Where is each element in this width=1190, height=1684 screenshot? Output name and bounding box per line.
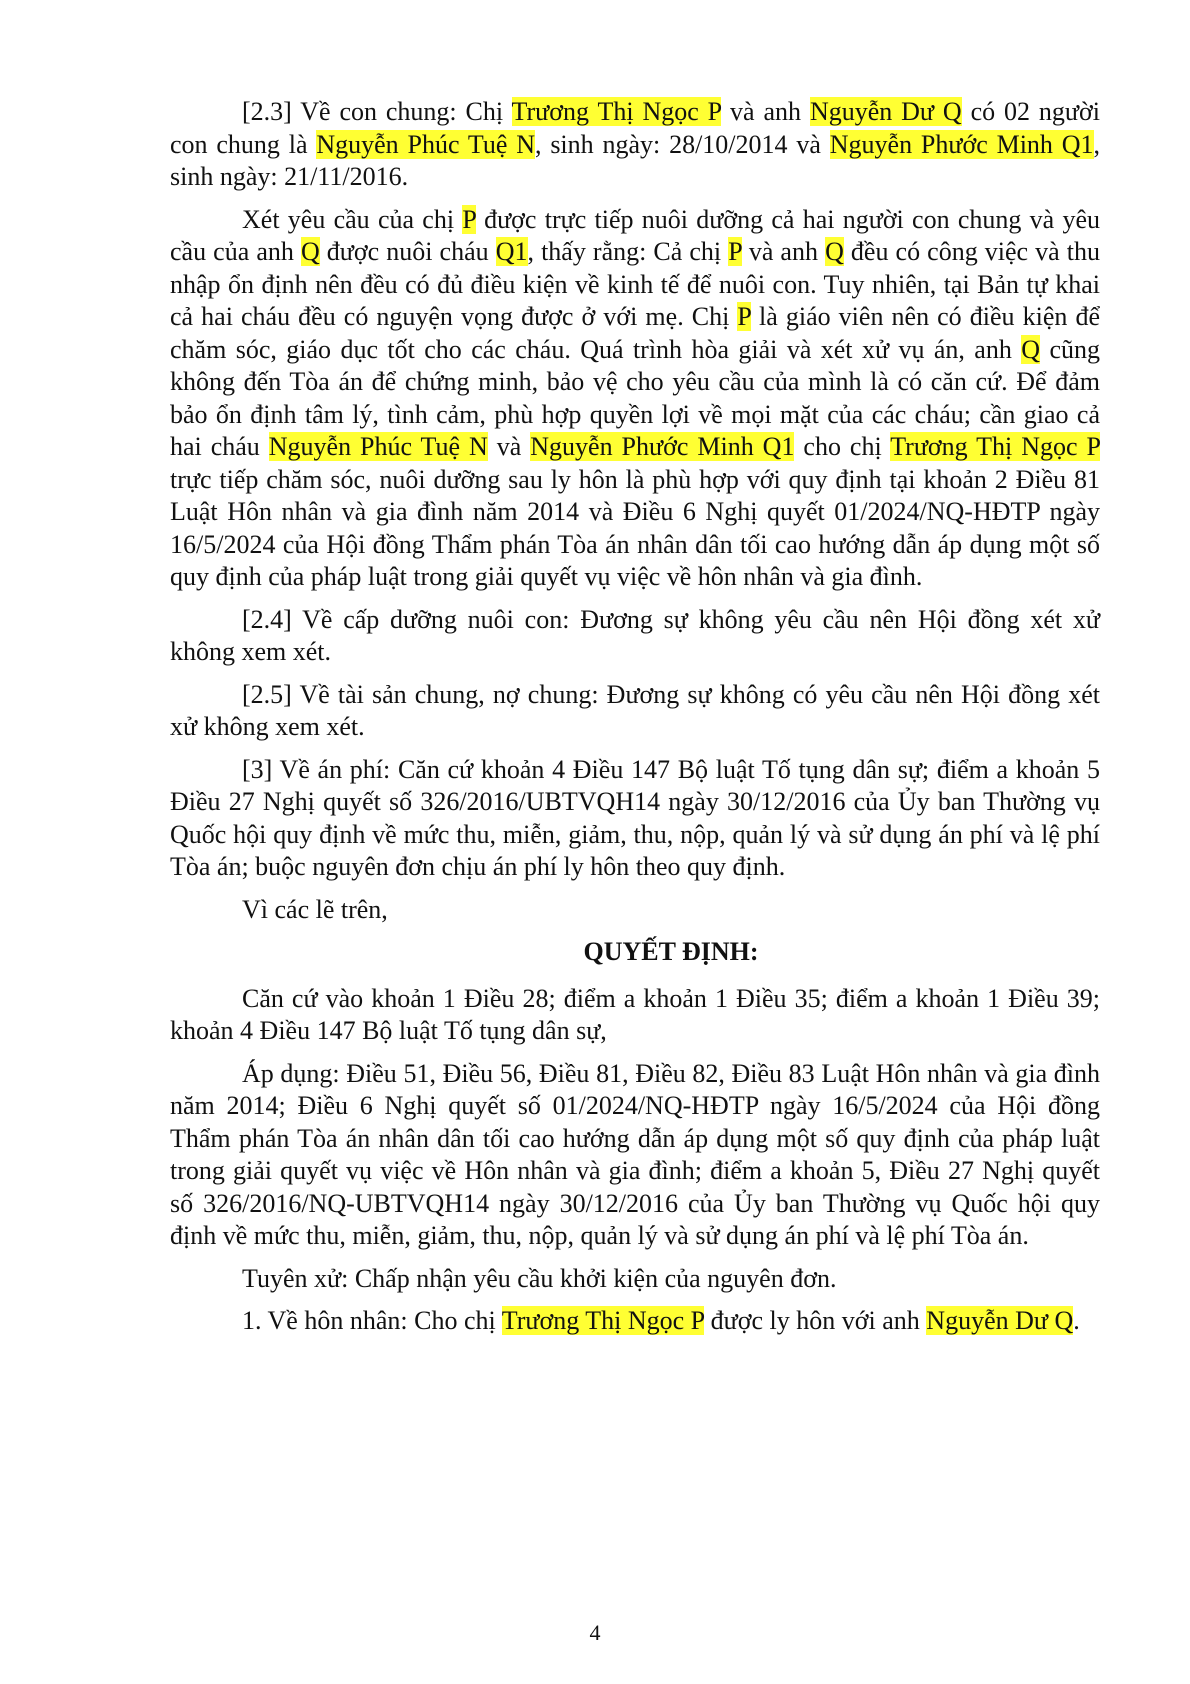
text-segment: 1. Về hôn nhân: Cho chị <box>242 1306 502 1335</box>
text-segment: Áp dụng: Điều 51, Điều 56, Điều 81, Điều 82, Điều 83 Luật Hôn nhân và gia đình năm 2014; Điều 6 Nghị quyết số 01/2024/NQ-HĐTP ngày 16/5/2024 của Hội đồng Thẩm phán Tòa án nhân dân tối cao hướng dẫn áp dụng một số quy định của pháp luật trong giải quyết vụ việc về Hôn nhân và gia đình; điểm a khoản 5, Điều 27 Nghị quyết số 326/2016/NQ-UBTVQH14 ngày 30/12/2016 của Ủy ban Thường vụ Quốc hội quy định về mức thu, miễn, giảm, thu, nộp, quản lý và sử dụng án phí và lệ phí Tòa án. <box>170 1058 1100 1250</box>
text-segment: Tuyên xử: Chấp nhận yêu cầu khởi kiện của nguyên đơn. <box>242 1263 837 1293</box>
paragraph-can-cu <box>170 983 1100 1048</box>
highlighted-name: Nguyễn Phước Minh Q1 <box>530 432 795 461</box>
paragraph-hon-nhan <box>170 1305 1100 1338</box>
document-page <box>170 96 1100 1348</box>
text-segment: có 02 người con chung là <box>170 97 1100 159</box>
text-segment: và <box>487 432 531 461</box>
text-segment: trực tiếp chăm sóc, nuôi dưỡng sau ly hôn là phù hợp với quy định tại khoản 2 Điều 81 Luật Hôn nhân và gia đình năm 2014 và Điều 6 Nghị quyết 01/2024/NQ-HĐTP ngày 16/5/2024 của Hội đồng Thẩm phán Tòa án nhân dân tối cao hướng dẫn áp dụng một số quy định của pháp luật trong giải quyết vụ việc về hôn nhân và gia đình. <box>170 464 1100 591</box>
text-segment: được nuôi cháu <box>319 237 496 266</box>
highlighted-name: Q <box>300 237 320 266</box>
text-segment: cho chị <box>794 432 891 461</box>
text-segment: [2.5] Về tài sản chung, nợ chung: Đương sự không có yêu cầu nên Hội đồng xét xử không xem xét. <box>170 679 1100 741</box>
text-segment: là giáo viên nên có điều kiện để chăm sóc, giáo dục tốt cho các cháu. Quá trình hòa giải và xét xử vụ án, anh <box>170 302 1100 364</box>
text-segment: [2.4] Về cấp dưỡng nuôi con: Đương sự không yêu cầu nên Hội đồng xét xử không xem xét. <box>170 604 1100 666</box>
decision-section <box>170 983 1100 1338</box>
text-segment: Vì các lẽ trên, <box>242 894 388 924</box>
text-segment: . <box>1073 1306 1080 1335</box>
text-segment: được ly hôn với anh <box>704 1306 927 1335</box>
highlighted-name: Trương Thị Ngọc P <box>890 432 1100 461</box>
page-number: 4 <box>589 1620 601 1645</box>
text-segment: [2.3] Về con chung: Chị <box>242 97 512 126</box>
highlighted-name: Trương Thị Ngọc P <box>511 97 722 126</box>
text-segment: và anh <box>741 237 826 266</box>
text-segment: Xét yêu cầu của chị <box>242 204 463 234</box>
highlighted-name: P <box>737 302 751 331</box>
highlighted-name: Q <box>825 237 844 266</box>
text-segment: Căn cứ vào khoản 1 Điều 28; điểm a khoản 1 Điều 35; điểm a khoản 1 Điều 39; khoản 4 Điều 147 Bộ luật Tố tụng dân sự, <box>170 983 1100 1045</box>
highlighted-name: Nguyễn Dư Q <box>926 1306 1074 1335</box>
paragraph-xet-yeu-cau <box>170 204 1100 594</box>
highlighted-name: Nguyễn Phúc Tuệ N <box>268 432 488 461</box>
highlighted-name: Trương Thị Ngọc P <box>501 1306 705 1335</box>
highlighted-name: P <box>462 204 476 234</box>
highlighted-name: Nguyễn Dư Q <box>809 97 962 126</box>
paragraph-tuyen-xu <box>170 1263 1100 1296</box>
text-segment: và anh <box>721 97 810 126</box>
highlighted-name: Nguyễn Phúc Tuệ N <box>316 129 535 159</box>
paragraph-cap-duong <box>170 604 1100 669</box>
highlighted-name: Nguyễn Phước Minh Q1 <box>829 129 1094 159</box>
reasoning-section <box>170 96 1100 926</box>
text-segment: , thấy rằng: Cả chị <box>527 237 729 266</box>
text-segment: [3] Về án phí: Căn cứ khoản 4 Điều 147 Bộ luật Tố tụng dân sự; điểm a khoản 5 Điều 27 Nghị quyết số 326/2016/UBTVQH14 ngày 30/12/2016 của Ủy ban Thường vụ Quốc hội quy định về mức thu, miễn, giảm, thu, nộp, quản lý và sử dụng án phí và lệ phí Tòa án; buộc nguyên đơn chịu án phí ly hôn theo quy định. <box>170 754 1100 881</box>
paragraph-ap-dung <box>170 1058 1100 1253</box>
highlighted-name: Q1 <box>495 237 528 266</box>
paragraph-con-chung <box>170 96 1100 194</box>
paragraph-tai-san <box>170 679 1100 744</box>
text-segment: cũng không đến Tòa án để chứng minh, bảo vệ cho yêu cầu của mình là có căn cứ. Để đảm bảo ổn định tâm lý, tình cảm, phù hợp quyền lợi về mọi mặt của các cháu; cần giao cả hai cháu <box>170 334 1100 461</box>
highlighted-name: P <box>728 237 742 266</box>
paragraph-vi-cac-le <box>170 894 1100 927</box>
text-segment: được trực tiếp nuôi dưỡng cả hai người con chung và yêu cầu của anh <box>170 204 1100 266</box>
text-segment: , sinh ngày: 21/11/2016. <box>170 129 1101 191</box>
decision-heading: QUYẾT ĐỊNH: <box>583 937 759 966</box>
text-segment: , sinh ngày: 28/10/2014 và <box>534 129 830 159</box>
highlighted-name: Q <box>1021 334 1041 364</box>
paragraph-an-phi <box>170 754 1100 884</box>
text-segment: đều có công việc và thu nhập ổn định nên đều có đủ điều kiện về kinh tế để nuôi con. Tuy nhiên, tại Bản tự khai cả hai cháu đều có nguyện vọng được ở với mẹ. Chị <box>170 237 1100 331</box>
